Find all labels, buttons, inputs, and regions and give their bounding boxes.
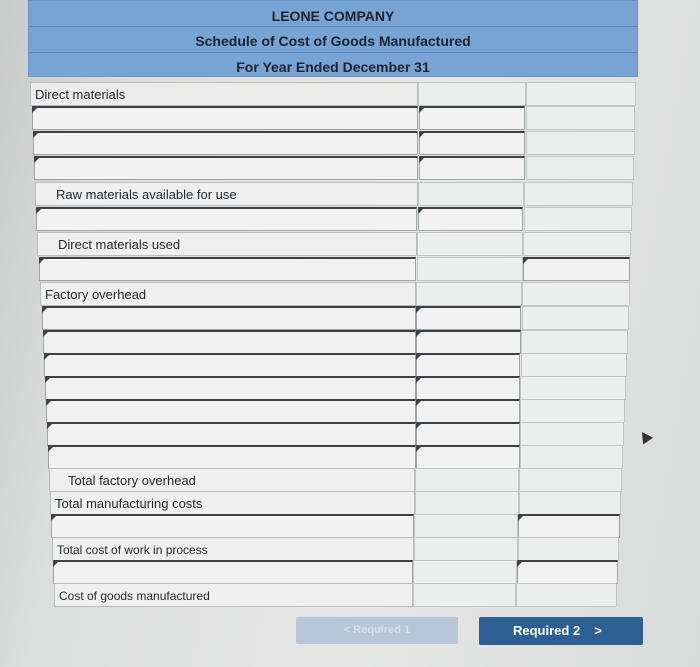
table-row [0, 422, 700, 446]
amount-input[interactable] [416, 353, 520, 377]
company-name: LEONE COMPANY [271, 8, 395, 24]
schedule-header [28, 0, 638, 77]
chevron-right-icon: > [594, 623, 602, 638]
line-item-input[interactable] [33, 131, 418, 155]
line-item-input[interactable] [34, 156, 418, 180]
table-row [0, 207, 700, 231]
amount-cell [413, 583, 516, 607]
total-cell [526, 131, 635, 155]
row-label-total-manufacturing-costs: Total manufacturing costs [50, 491, 415, 515]
amount-cell [418, 82, 526, 106]
table-row [0, 306, 700, 330]
table-row [0, 468, 700, 492]
total-cell [526, 156, 634, 180]
total-cell [520, 422, 624, 446]
total-cell [526, 82, 636, 106]
table-row [0, 491, 700, 515]
header-divider [29, 26, 637, 27]
line-item-input[interactable] [42, 306, 416, 330]
table-row [0, 156, 700, 180]
line-item-input[interactable] [53, 560, 413, 584]
line-item-input[interactable] [45, 376, 416, 400]
amount-cell [413, 560, 517, 584]
total-cell [524, 182, 633, 206]
table-row [0, 82, 700, 106]
table-row [0, 257, 700, 281]
table-row [0, 376, 700, 400]
amount-cell [416, 282, 522, 306]
amount-input[interactable] [416, 399, 520, 423]
amount-input[interactable] [419, 131, 525, 155]
table-row [0, 560, 700, 584]
table-row [0, 537, 700, 561]
table-row [0, 514, 700, 538]
amount-cell [415, 491, 519, 515]
line-item-input[interactable] [44, 353, 416, 377]
table-row [0, 353, 700, 377]
row-label-total-cost-wip: Total cost of work in process [52, 537, 414, 561]
amount-input[interactable] [416, 306, 521, 330]
amount-cell [415, 468, 519, 492]
line-item-input[interactable] [46, 399, 416, 423]
amount-cell [417, 257, 523, 281]
required-1-button[interactable]: < Required 1 [296, 617, 458, 644]
schedule-period: For Year Ended December 31 [236, 59, 430, 75]
total-cell [519, 491, 621, 515]
header-divider [29, 52, 637, 53]
line-item-input[interactable] [51, 514, 414, 538]
total-cell [522, 282, 630, 306]
table-row [0, 330, 700, 354]
amount-input[interactable] [419, 156, 525, 180]
amount-cell [414, 537, 518, 561]
line-item-input[interactable] [48, 445, 416, 469]
amount-input[interactable] [416, 422, 520, 446]
amount-cell [414, 514, 518, 538]
required-2-label: Required 2 [513, 623, 581, 638]
total-cell [520, 376, 626, 400]
amount-input[interactable] [416, 376, 520, 400]
line-item-input[interactable] [32, 106, 418, 130]
row-label-direct-materials-used: Direct materials used [37, 232, 417, 256]
line-item-input[interactable] [36, 207, 417, 231]
amount-input[interactable] [416, 330, 521, 354]
line-item-input[interactable] [43, 330, 416, 354]
amount-input[interactable] [419, 106, 525, 130]
amount-cell [417, 232, 523, 256]
row-label-cost-of-goods-manufactured: Cost of goods manufactured [54, 583, 413, 607]
table-row [0, 445, 700, 469]
total-cell [516, 583, 617, 607]
line-item-input[interactable] [47, 422, 416, 446]
total-cell [520, 399, 625, 423]
total-cell [519, 468, 622, 492]
line-item-input[interactable] [39, 257, 416, 281]
total-cell [524, 207, 632, 231]
amount-cell [418, 182, 524, 206]
total-cell [522, 306, 629, 330]
total-input[interactable] [523, 257, 630, 281]
total-input[interactable] [517, 560, 618, 584]
total-cell [518, 537, 619, 561]
table-row [0, 106, 700, 130]
total-input[interactable] [518, 514, 620, 538]
total-cell [521, 353, 627, 377]
table-row [0, 232, 700, 256]
row-label-direct-materials: Direct materials [30, 82, 418, 106]
row-label-raw-materials-available: Raw materials available for use [35, 182, 418, 206]
table-row [0, 583, 700, 607]
total-cell [526, 106, 635, 130]
table-row [0, 282, 700, 306]
row-label-factory-overhead: Factory overhead [40, 282, 416, 306]
required-2-button[interactable] [479, 617, 643, 645]
table-row [0, 399, 700, 423]
table-row [0, 182, 700, 206]
total-cell [523, 232, 631, 256]
table-row [0, 131, 700, 155]
amount-input[interactable] [418, 207, 523, 231]
schedule-title: Schedule of Cost of Goods Manufactured [195, 33, 471, 49]
amount-input[interactable] [416, 445, 520, 469]
row-label-total-factory-overhead: Total factory overhead [49, 468, 415, 492]
total-cell [521, 330, 628, 354]
total-cell [520, 445, 623, 469]
